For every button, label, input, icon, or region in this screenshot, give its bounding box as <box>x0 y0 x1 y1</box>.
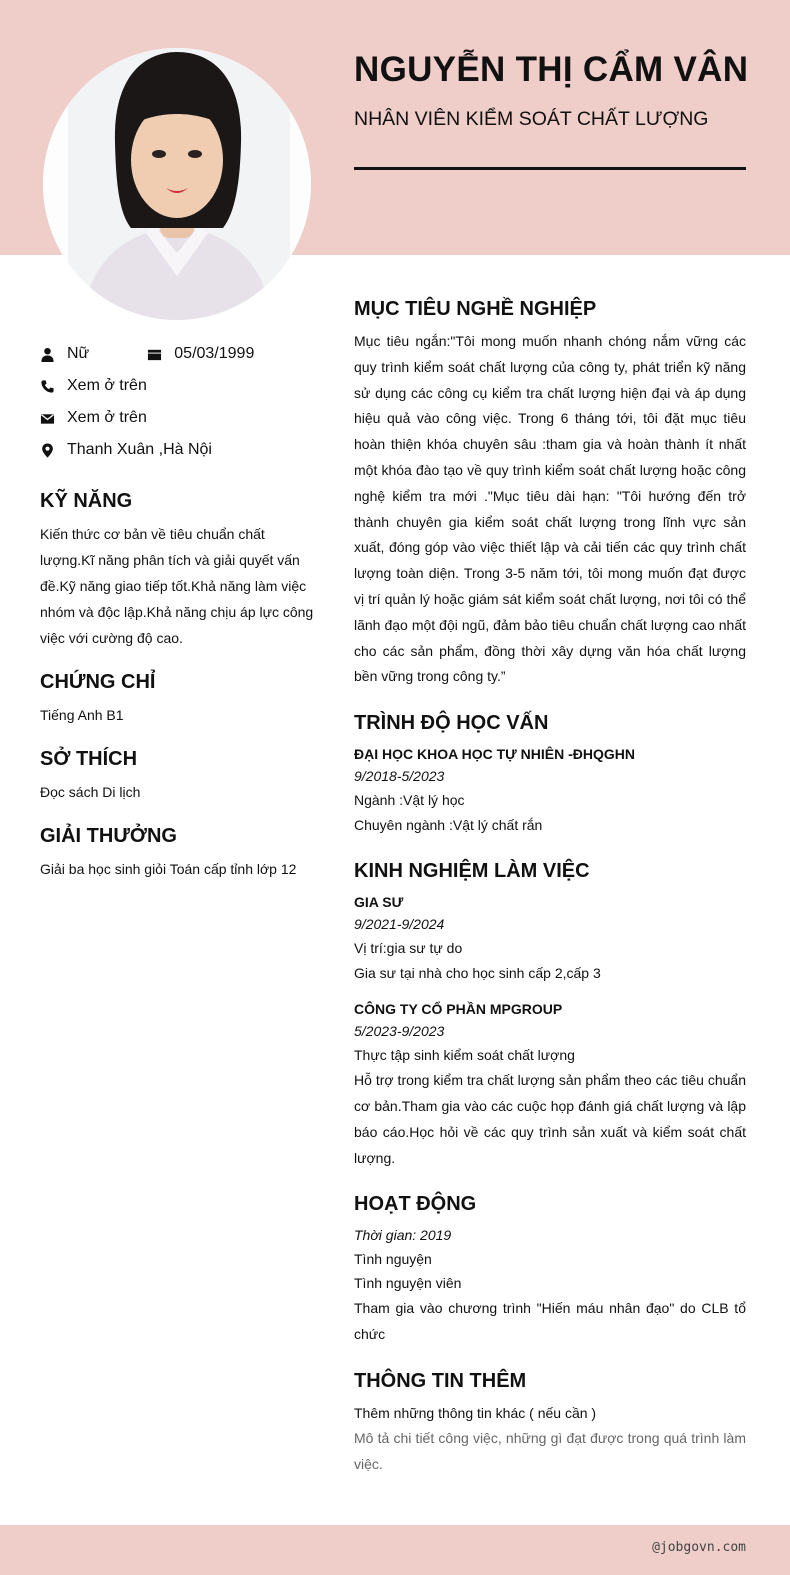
experience-description: Hỗ trợ trong kiểm tra chất lượng sản phẩm theo các tiêu chuẩn cơ bản.Tham gia vào các cuộc họp đánh giá chất lượng và lập báo cáo.Học hỏi về các quy trình sản xuất và kiểm soát chất lượng. <box>354 1072 746 1166</box>
candidate-name: NGUYỄN THỊ CẨM VÂN <box>354 50 749 89</box>
gender-text: Nữ <box>67 345 90 362</box>
phone-icon <box>40 379 55 394</box>
experience-description: Gia sư tại nhà cho học sinh cấp 2,cấp 3 <box>354 965 601 982</box>
contact-row-gender-dob <box>40 338 318 370</box>
experience-company: GIA SƯ <box>354 894 404 911</box>
experience-item <box>354 998 746 1171</box>
experience-heading: KINH NGHIỆM LÀM VIỆC <box>354 860 590 883</box>
activities-role: Tình nguyện viên <box>354 1275 462 1292</box>
extra-line: Thêm những thông tin khác ( nếu cần ) <box>354 1404 597 1421</box>
certificates-heading: CHỨNG CHỈ <box>40 671 156 693</box>
objective-text: Mục tiêu ngắn:"Tôi mong muốn nhanh chóng nắm vững các quy trình kiểm soát chất lượng của công ty, phát triển kỹ năng sử dụng các công cụ kiểm tra chất lượng hiện đại và áp dụng hiệu quả vào công việc. Trong 6 tháng tới, tôi đặt mục tiêu hoàn thiện khóa chuyên sâu :tham gia và hoàn thành ít nhất một khóa đào tạo về quy trình kiểm soát chất lượng hoặc công nghệ kiểm tra mới ."Mục tiêu dài hạn: "Tôi hướng đến trở thành chuyên gia kiểm soát chất lượng trong lĩnh vực sản xuất, đóng góp vào việc thiết lập và cải tiến các quy trình chất lượng toàn diện. Trong 3-5 năm tới, tôi mong muốn đạt được vị trí quản lý hoặc giám sát kiểm soát chất lượng, nơi tôi có thể lãnh đạo một đội ngũ, đảm bảo tiêu chuẩn chất lượng cao nhất cho các sản phẩm, đồng thời xây dựng văn hóa chất lượng bền vững trong công ty.” <box>354 333 746 685</box>
address-text: Thanh Xuân ,Hà Nội <box>67 441 212 458</box>
contact-row-email <box>40 402 318 434</box>
education-period: 9/2018-5/2023 <box>354 768 445 785</box>
mail-icon <box>40 411 55 426</box>
gender-item <box>40 345 89 363</box>
contact-row-phone <box>40 370 318 402</box>
experience-role: Thực tập sinh kiểm soát chất lượng <box>354 1047 575 1064</box>
email-text: Xem ở trên <box>67 409 147 426</box>
phone-text: Xem ở trên <box>67 377 147 394</box>
awards-heading: GIẢI THƯỞNG <box>40 825 177 847</box>
activities-time: Thời gian: 2019 <box>354 1227 452 1244</box>
hobbies-heading: SỞ THÍCH <box>40 748 138 770</box>
location-pin-icon <box>40 443 55 458</box>
education-specialty: Chuyên ngành :Vật lý chất rắn <box>354 817 543 834</box>
objective-heading: MỤC TIÊU NGHỀ NGHIỆP <box>354 298 597 320</box>
certificates-text: Tiếng Anh B1 <box>40 707 124 723</box>
skills-text: Kiến thức cơ bản về tiêu chuẩn chất lượng.Kĩ năng phân tích và giải quyết vấn đề.Kỹ năng giao tiếp tốt.Khả năng làm việc nhóm và độc lập.Khả năng chịu áp lực công việc với cường độ cao. <box>40 526 314 646</box>
title-divider <box>354 167 746 170</box>
activities-description: Tham gia vào chương trình "Hiến máu nhân đạo" do CLB tổ chức <box>354 1300 746 1343</box>
awards-text: Giải ba học sinh giỏi Toán cấp tỉnh lớp 12 <box>40 861 297 877</box>
education-school: ĐẠI HỌC KHOA HỌC TỰ NHIÊN -ĐHQGHN <box>354 746 635 763</box>
footer-brand: @jobgovn.com <box>652 1540 746 1555</box>
experience-period: 5/2023-9/2023 <box>354 1023 445 1040</box>
experience-period: 9/2021-9/2024 <box>354 916 445 933</box>
calendar-icon <box>147 347 162 362</box>
right-column <box>354 298 746 1478</box>
experience-item <box>354 891 746 986</box>
candidate-position: NHÂN VIÊN KIỂM SOÁT CHẤT LƯỢNG <box>354 108 709 130</box>
education-major: Ngành :Vật lý học <box>354 792 465 809</box>
activities-org: Tình nguyện <box>354 1251 432 1268</box>
experience-company: CÔNG TY CỔ PHẦN MPGROUP <box>354 1001 563 1018</box>
extra-placeholder-text: Mô tả chi tiết công việc, những gì đạt được trong quá trình làm việc. <box>354 1429 746 1472</box>
left-column <box>40 338 318 882</box>
dob-item <box>147 345 254 363</box>
extra-heading: THÔNG TIN THÊM <box>354 1369 527 1392</box>
portrait-illustration <box>43 48 311 320</box>
experience-role: Vị trí:gia sư tự do <box>354 940 463 957</box>
hobbies-text: Đọc sách Di lịch <box>40 784 141 800</box>
person-icon <box>40 347 55 362</box>
skills-heading: KỸ NĂNG <box>40 490 133 512</box>
profile-photo <box>43 48 311 320</box>
contact-row-address <box>40 434 318 466</box>
dob-text: 05/03/1999 <box>174 345 255 362</box>
education-heading: TRÌNH ĐỘ HỌC VẤN <box>354 712 549 735</box>
activities-heading: HOẠT ĐỘNG <box>354 1193 477 1216</box>
